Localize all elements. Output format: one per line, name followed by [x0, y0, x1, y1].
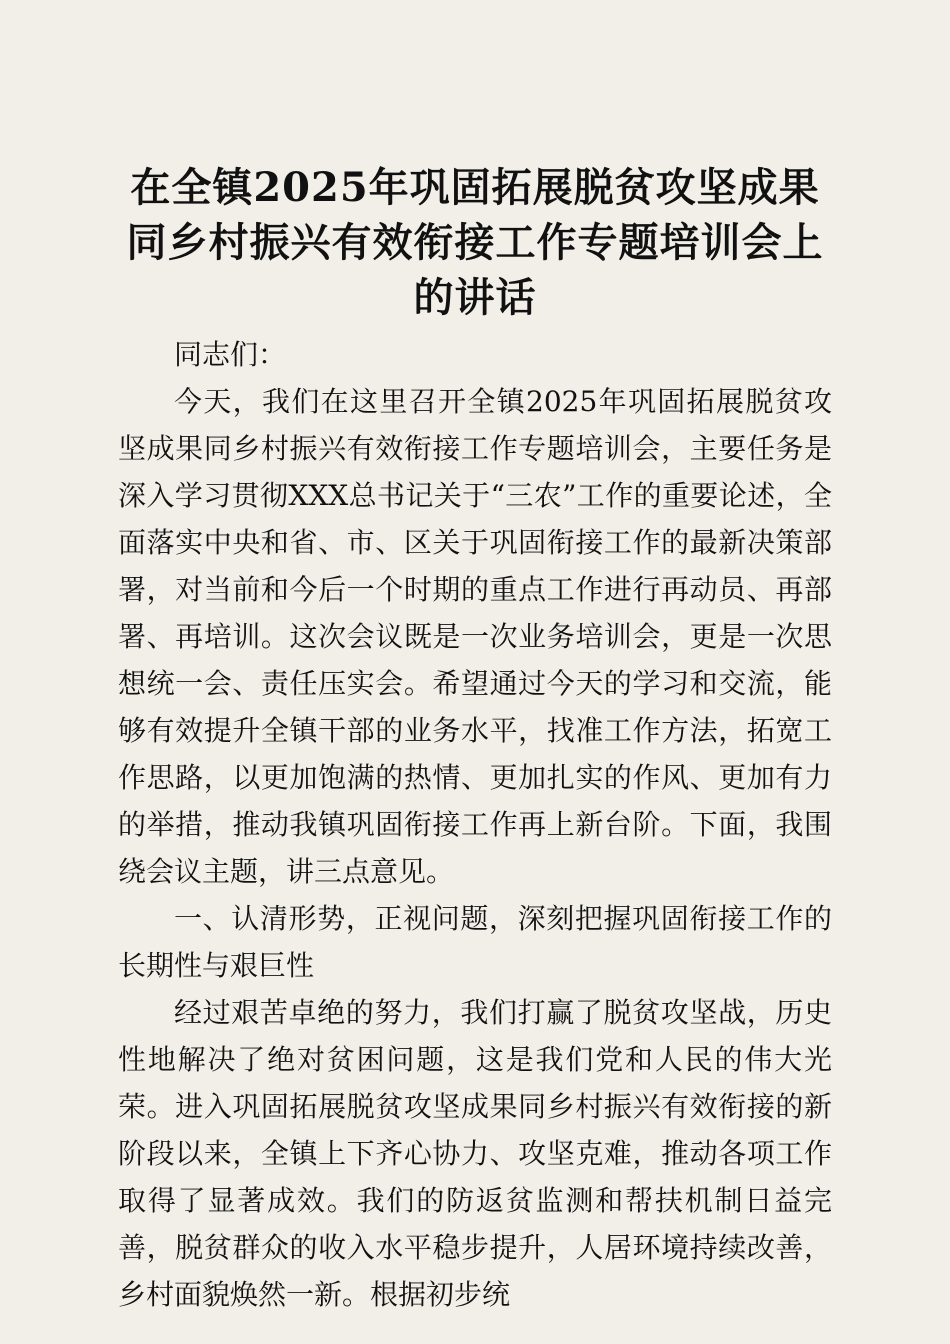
- document-title-line-2: 同乡村振兴有效衔接工作专题培训会上: [126, 219, 824, 266]
- document-title-line-1: 在全镇2025年巩固拓展脱贫攻坚成果: [130, 164, 820, 211]
- document-title: [118, 160, 832, 325]
- document-title-line-3: 的讲话: [413, 274, 537, 321]
- section-heading-1: 一、认清形势，正视问题，深刻把握巩固衔接工作的长期性与艰巨性: [118, 902, 832, 982]
- paragraph-salutation: 同志们：: [174, 338, 287, 371]
- paragraph-opening: 今天，我们在这里召开全镇2025年巩固拓展脱贫攻坚成果同乡村振兴有效衔接工作专题培训会，主要任务是深入学习贯彻XXX总书记关于“三农”工作的重要论述，全面落实中央和省、市、区关于巩固衔接工作的最新决策部署，对当前和今后一个时期的重点工作进行再动员、再部署、再培训。这次会议既是一次业务培训会，更是一次思想统一会、责任压实会。希望通过今天的学习和交流，能够有效提升全镇干部的业务水平，找准工作方法，拓宽工作思路，以更加饱满的热情、更加扎实的作风、更加有力的举措，推动我镇巩固衔接工作再上新台阶。下面，我围绕会议主题，讲三点意见。: [118, 385, 832, 888]
- paragraph-section-1-body: 经过艰苦卓绝的努力，我们打赢了脱贫攻坚战，历史性地解决了绝对贫困问题，这是我们党和人民的伟大光荣。进入巩固拓展脱贫攻坚成果同乡村振兴有效衔接的新阶段以来，全镇上下齐心协力、攻坚克难，推动各项工作取得了显著成效。我们的防返贫监测和帮扶机制日益完善，脱贫群众的收入水平稳步提升，人居环境持续改善，乡村面貌焕然一新。根据初步统: [118, 996, 832, 1311]
